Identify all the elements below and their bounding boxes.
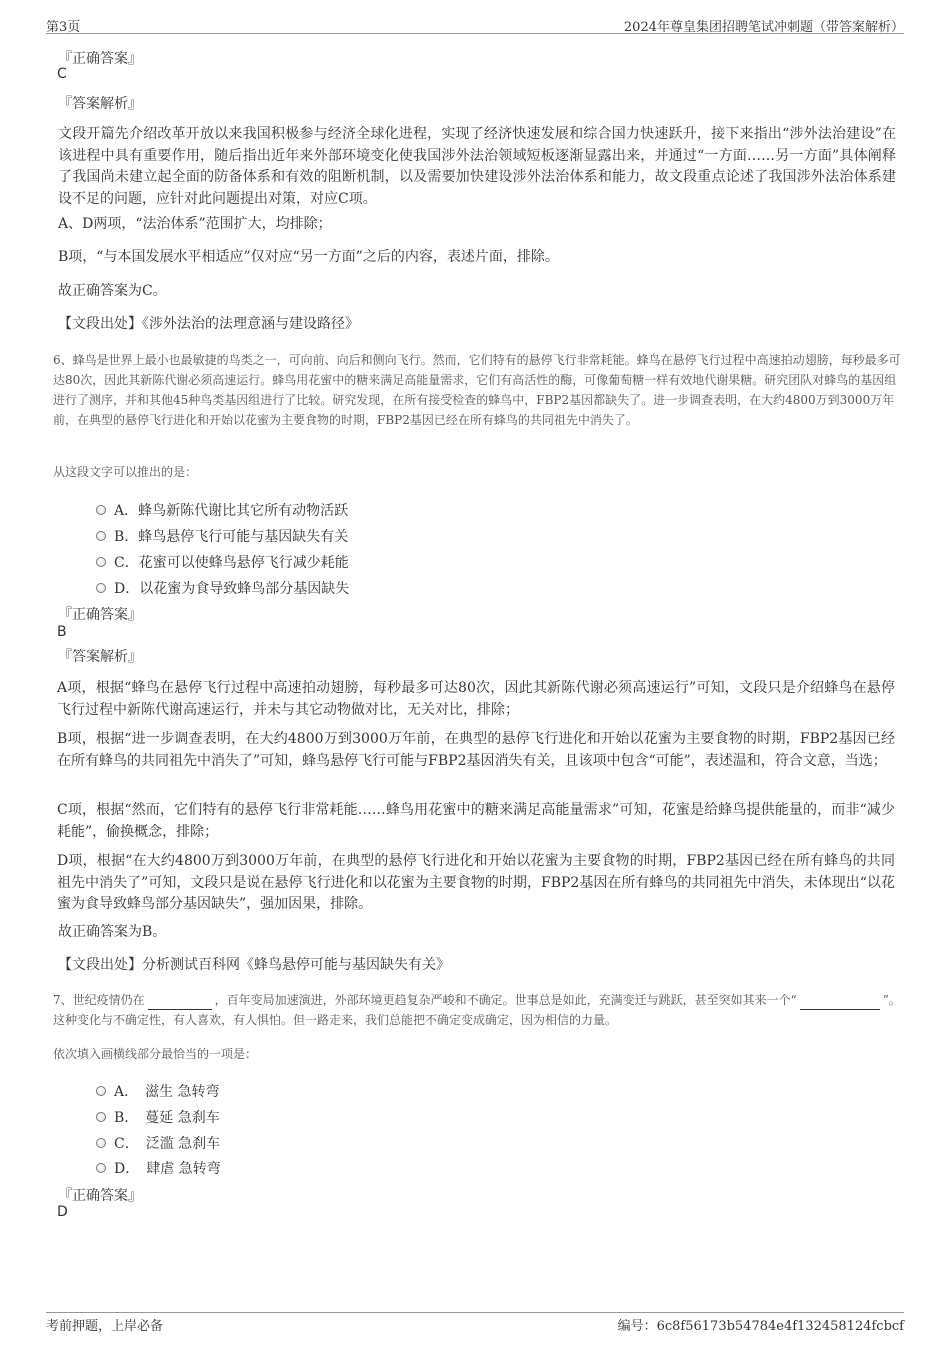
option-label: A．蜂鸟新陈代谢比其它所有动物活跃 — [114, 503, 349, 519]
q7-prompt: 依次填入画横线部分最恰当的一项是： — [53, 1047, 258, 1061]
radio-icon[interactable] — [96, 583, 106, 593]
q7-text-2: ，百年变局加速演进，外部环境更趋复杂严峻和不确定。世事总是如此，充满变迁与跳跃，甚至突如其来一个“ — [214, 993, 797, 1007]
document-id: 编号：6c8f56173b54784e4f132458124fcbcf — [617, 1319, 904, 1334]
radio-icon[interactable] — [96, 1138, 106, 1148]
page-footer — [46, 1312, 904, 1336]
option-label: C．花蜜可以使蜂鸟悬停飞行减少耗能 — [114, 555, 349, 571]
q5-answer: C — [57, 66, 67, 82]
q6-source: 【文段出处】分析测试百科网《蜂鸟悬停可能与基因缺失有关》 — [58, 957, 450, 973]
page-header — [46, 14, 904, 34]
radio-icon[interactable] — [96, 531, 106, 541]
option-label: B．蜂鸟悬停飞行可能与基因缺失有关 — [114, 529, 349, 545]
q7-question — [53, 990, 903, 1030]
q7-text-3: ”。这种变化与不确定性，有人喜欢，有人惧怕。但一路走来，我们总能把不确定变成确定，因为相信的力量。 — [53, 993, 901, 1027]
q7-option-d[interactable] — [96, 1158, 221, 1178]
q6-option-b[interactable] — [96, 526, 348, 546]
q6-analysis-c: C项，根据“然而，它们特有的悬停飞行非常耗能……蜂鸟用花蜜中的糖来满足高能量需求”可知，花蜜是给蜂鸟提供能量的，而非“减少耗能”，偷换概念，排除； — [57, 802, 895, 840]
q6-option-a[interactable] — [96, 500, 348, 520]
q6-prompt: 从这段文字可以推出的是： — [53, 465, 198, 479]
option-label: D．以花蜜为食导致蜂鸟部分基因缺失 — [114, 581, 350, 597]
q7-text-1: 7、世纪疫情仍在 — [53, 993, 145, 1007]
q5-analysis-b: B项，“与本国发展水平相适应”仅对应“另一方面”之后的内容，表述片面，排除。 — [58, 249, 559, 265]
q7-option-c[interactable] — [96, 1133, 220, 1153]
q7-option-b[interactable] — [96, 1107, 220, 1127]
radio-icon[interactable] — [96, 1112, 106, 1122]
q6-conclusion: 故正确答案为B。 — [58, 924, 167, 940]
q6-question: 6、蜂鸟是世界上最小也最敏捷的鸟类之一，可向前、向后和侧向飞行。然而，它们特有的悬停飞行非常耗能。蜂鸟在悬停飞行过程中高速拍动翅膀，每秒最多可达80次，因此其新陈代谢必须高速运行。蜂鸟用花蜜中的糖来满足高能量需求，它们有高活性的酶，可像葡萄糖一样有效地代谢果糖。研究团队对蜂鸟的基因组进行了测序，并和其他45种鸟类基因组进行了比较。研究发现，在所有接受检查的蜂鸟中，FBP2基因都缺失了。进一步调查表明，在大约4800万到3000万年前，在典型的悬停飞行进化和开始以花蜜为主要食物的时期，FBP2基因已经在所有蜂鸟的共同祖先中消失了。 — [53, 353, 901, 427]
q6-analysis-a: A项，根据“蜂鸟在悬停飞行过程中高速拍动翅膀，每秒最多可达80次，因此其新陈代谢必须高速运行”可知，文段只是介绍蜂鸟在悬停飞行过程中新陈代谢高速运行，并未与其它动物做对比，无关对比，排除； — [57, 680, 895, 718]
q6-option-d[interactable] — [96, 578, 349, 598]
radio-icon[interactable] — [96, 557, 106, 567]
q7-answer: D — [57, 1204, 68, 1220]
q6-analysis-label: 『答案解析』 — [58, 649, 142, 665]
q5-analysis-ad: A、D两项，“法治体系”范围扩大，均排除； — [58, 216, 332, 232]
option-label: B． 蔓延 急刹车 — [114, 1110, 220, 1126]
document-title: 2024年尊皇集团招聘笔试冲刺题（带答案解析） — [623, 20, 904, 35]
q6-option-c[interactable] — [96, 552, 349, 572]
option-label: A． 滋生 急转弯 — [114, 1084, 220, 1100]
q5-answer-label: 『正确答案』 — [58, 51, 142, 67]
page-number: 第3页 — [46, 20, 81, 35]
option-label: C． 泛滥 急刹车 — [114, 1136, 221, 1152]
q5-conclusion: 故正确答案为C。 — [58, 283, 167, 299]
q5-analysis-label: 『答案解析』 — [58, 96, 142, 112]
q5-analysis-main: 文段开篇先介绍改革开放以来我国积极参与经济全球化进程，实现了经济快速发展和综合国力快速跃升，接下来指出“涉外法治建设”在该进程中具有重要作用，随后指出近年来外部环境变化使我国涉外法治领域短板逐渐显露出来，并通过“一方面……另一方面”具体阐释了我国尚未建立起全面的防备体系和有效的阻断机制，以及需要加快建设涉外法治体系和能力，故文段重点论述了我国涉外法治体系建设不足的问题，应针对此问题提出对策，对应C项。 — [58, 126, 896, 207]
radio-icon[interactable] — [96, 1086, 106, 1096]
q7-blank-2 — [800, 996, 880, 1010]
q6-answer: B — [57, 624, 67, 640]
q7-blank-1 — [148, 996, 212, 1010]
option-label: D． 肆虐 急转弯 — [114, 1161, 221, 1177]
q6-answer-label: 『正确答案』 — [58, 607, 142, 623]
footer-slogan: 考前押题，上岸必备 — [46, 1319, 164, 1334]
q6-analysis-b: B项，根据“进一步调查表明，在大约4800万到3000万年前，在典型的悬停飞行进化和开始以花蜜为主要食物的时期，FBP2基因已经在所有蜂鸟的共同祖先中消失了”可知，蜂鸟悬停飞行可能与FBP2基因消失有关，且该项中包含“可能”，表述温和，符合文意，当选； — [57, 731, 895, 769]
radio-icon[interactable] — [96, 1163, 106, 1173]
q6-analysis-d: D项，根据“在大约4800万到3000万年前，在典型的悬停飞行进化和开始以花蜜为主要食物的时期，FBP2基因已经在所有蜂鸟的共同祖先中消失了”可知，文段只是说在悬停飞行进化和以花蜜为主要食物的时期，FBP2基因在所有蜂鸟的共同祖先中消失，未体现出“以花蜜为食导致蜂鸟部分基因缺失”，强加因果，排除。 — [57, 853, 895, 912]
q7-answer-label: 『正确答案』 — [58, 1188, 142, 1204]
q7-option-a[interactable] — [96, 1081, 220, 1101]
radio-icon[interactable] — [96, 505, 106, 515]
q5-source: 【文段出处】《涉外法治的法理意涵与建设路径》 — [58, 316, 359, 332]
